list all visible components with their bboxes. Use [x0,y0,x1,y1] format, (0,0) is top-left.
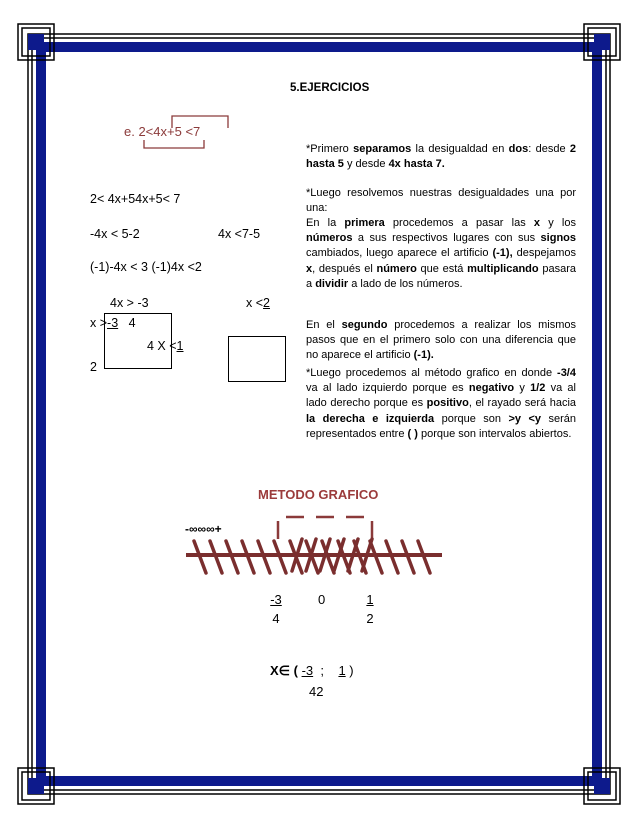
answer-box-2 [228,336,286,382]
explanation-p1: *Primero separamos la desigualdad en dos: desde 2 hasta 5 y desde 4x hasta 7. [306,143,577,171]
frac-left: $\frac{-3}{4}$ [270,592,282,626]
work-line-4a: 4x > -3 [110,296,149,310]
frac-right: $\frac{1}{2}$ [366,592,374,626]
exercise-label: e. 2<4x+5 <7 [124,124,201,139]
zero-label: 0 [318,592,326,607]
work-line-1: 2< 4x+54x+5< 7 [90,192,181,206]
work-line-7: 2 [90,360,97,374]
metodo-grafico-title: METODO GRAFICO [258,487,379,502]
explanation-p4: En el segundo procedemos a realizar los mismos pasos que en el primero solo con una diferencia que no aparece el artificio (-1). [306,319,576,362]
number-line [180,505,450,585]
work-line-6: 4 X <1 [147,339,184,353]
answer-box-1 [104,313,172,369]
solution-interval: X∈ ( -3 ; 1 ) [270,663,354,678]
explanation-p2: *Luego resolvemos nuestras desigualdades una por una: [306,187,576,215]
work-line-5: x >-3 4 [90,316,136,330]
work-line-2a: -4x < 5-2 [90,227,140,241]
explanation-p5: *Luego procedemos al método grafico en donde -3/4 va al lado izquierdo porque es negativo y 1/2 va al lado derecho porque es positivo, el rayado será hacia la derecha e izquierda porque son >y <y serán representados entre ( ) porque son intervalos abiertos. [306,367,577,440]
infinity-label: -∞∞∞+ [185,522,222,536]
work-line-2b: 4x <7-5 [218,227,261,241]
work-line-4b: x <2 [246,296,270,310]
page-title: 5.EJERCICIOS [290,82,370,94]
solution-denominators: 42 [309,684,324,699]
explanation-p3: En la primera procedemos a pasar las x y los números a sus respectivos lugares con sus signos cambiados, luego aparece el artificio (-1), despejamos x, después el número que está multiplicando pasara a dividir a lado de los números. [306,217,576,290]
work-line-3: (-1)-4x < 3 (-1)4x <2 [90,260,202,274]
